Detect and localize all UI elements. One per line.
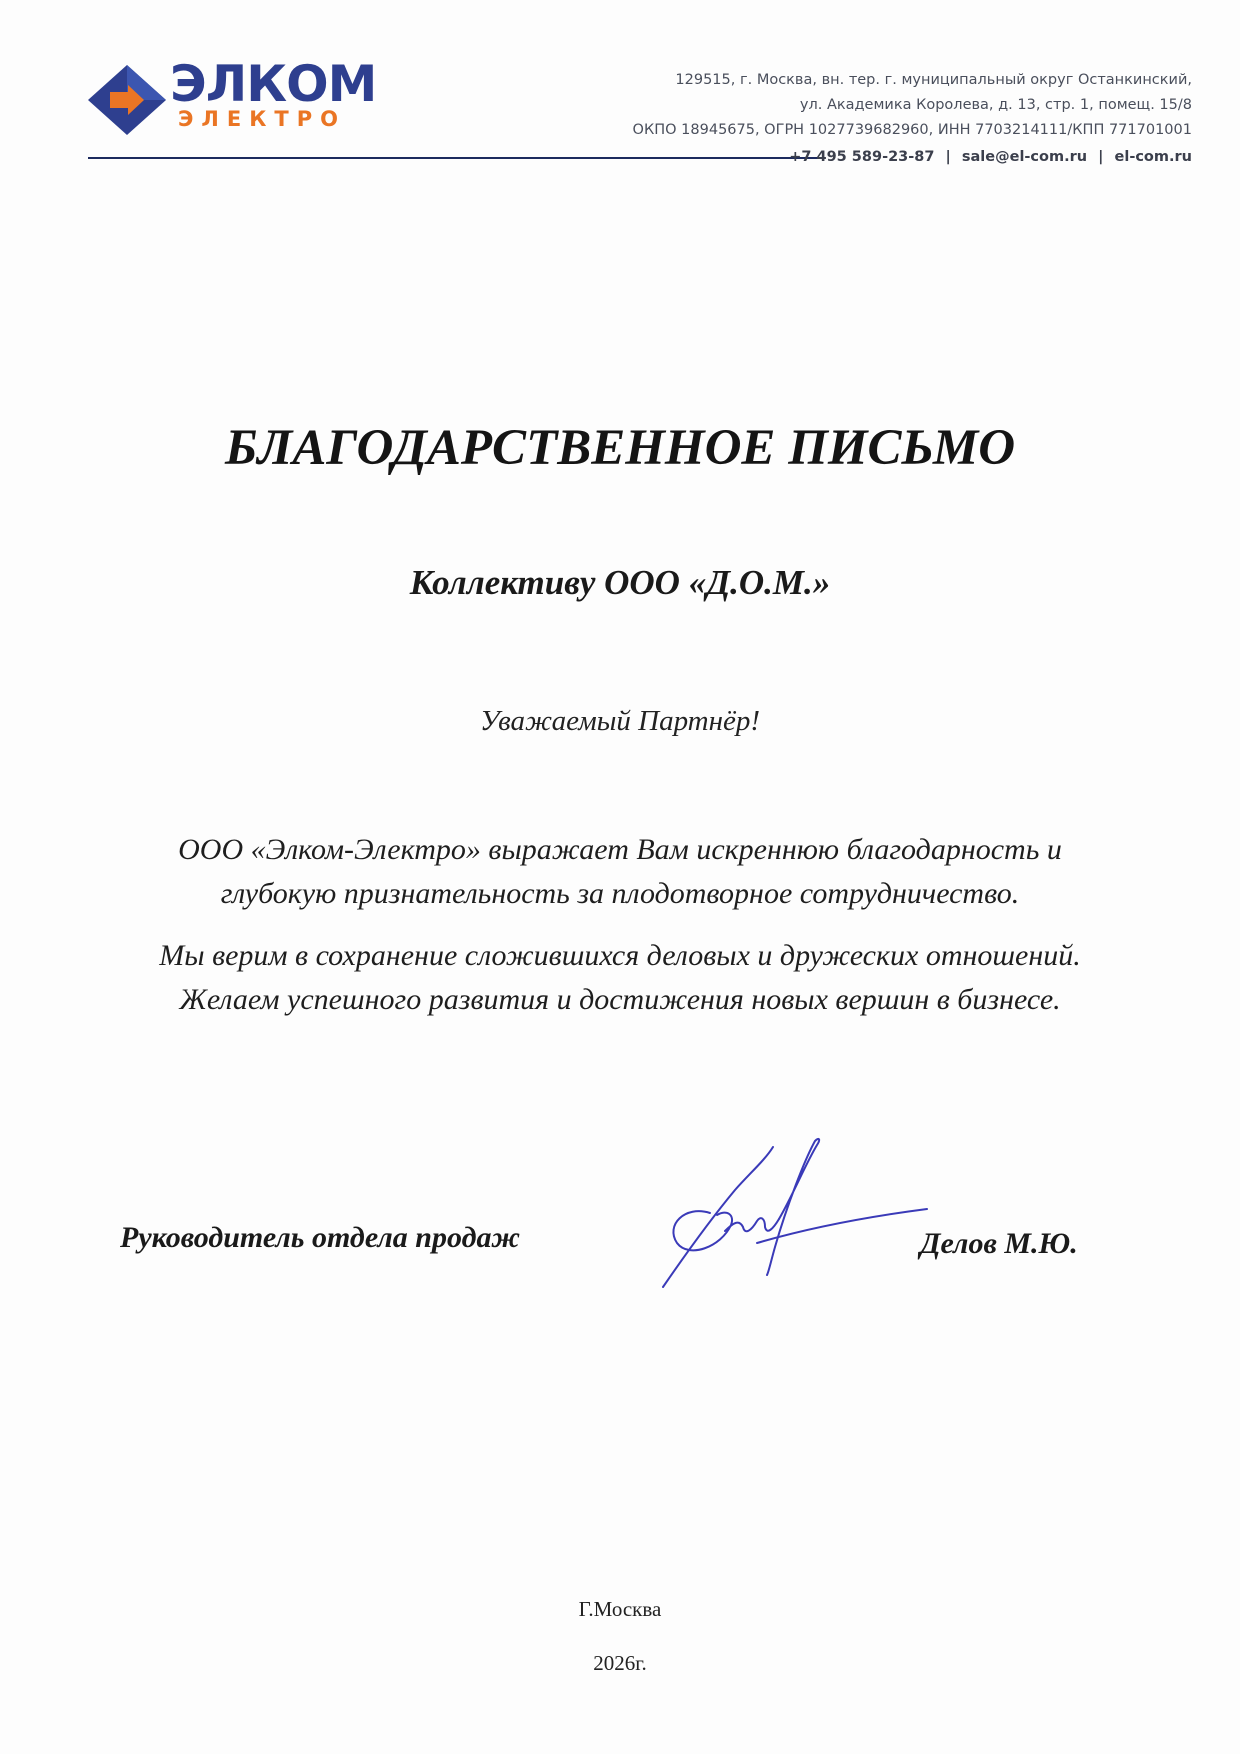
requisites-address-line-2: ул. Академика Королева, д. 13, стр. 1, помещ. 15/8 [799,97,1192,113]
letter-year: 2026г. [593,1651,647,1675]
contact-email: sale@el-com.ru [961,149,1088,165]
letter-paragraph-wishes [80,934,1160,1022]
contact-separator: | [945,149,951,165]
logo-name: ЭЛКОМ [170,55,377,113]
requisites-codes-line: ОКПО 18945675, ОГРН 1027739682960, ИНН 7703214111/КПП 771701001 [632,122,1192,138]
requisites-address-line-1: 129515, г. Москва, вн. тер. г. муниципальный округ Останкинский, [675,72,1192,88]
letter-greeting: Уважаемый Партнёр! [479,705,761,737]
paragraph-line: Желаем успешного развития и достижения новых вершин в бизнесе. [179,983,1061,1016]
letter-addressee: Коллективу ООО «Д.О.М.» [409,563,831,602]
company-requisites [492,68,1192,143]
signatory-role: Руководитель отдела продаж [120,1221,521,1254]
paragraph-line: глубокую признательность за плодотворное сотрудничество. [220,877,1020,910]
paragraph-line: ООО «Элком-Электро» выражает Вам искреннюю благодарность и [178,833,1062,866]
letter-paragraph-gratitude [80,828,1160,916]
contact-separator: | [1098,149,1104,165]
logo-diamond-icon [88,65,166,135]
company-logo [88,55,388,135]
logo-subtitle: ЭЛЕКТРО [178,107,346,131]
header-divider [88,157,818,159]
contact-phone: +7 495 589-23-87 [789,149,935,165]
contact-website: el-com.ru [1114,149,1192,165]
letter-city: Г.Москва [578,1597,662,1621]
letter-title: БЛАГОДАРСТВЕННОЕ ПИСЬМО [224,420,1016,476]
handwritten-signature [655,1135,945,1295]
company-contacts [789,145,1192,169]
paragraph-line: Мы верим в сохранение сложившихся деловых и дружеских отношений. [159,939,1081,972]
signatory-name: Делов М.Ю. [920,1227,1078,1260]
